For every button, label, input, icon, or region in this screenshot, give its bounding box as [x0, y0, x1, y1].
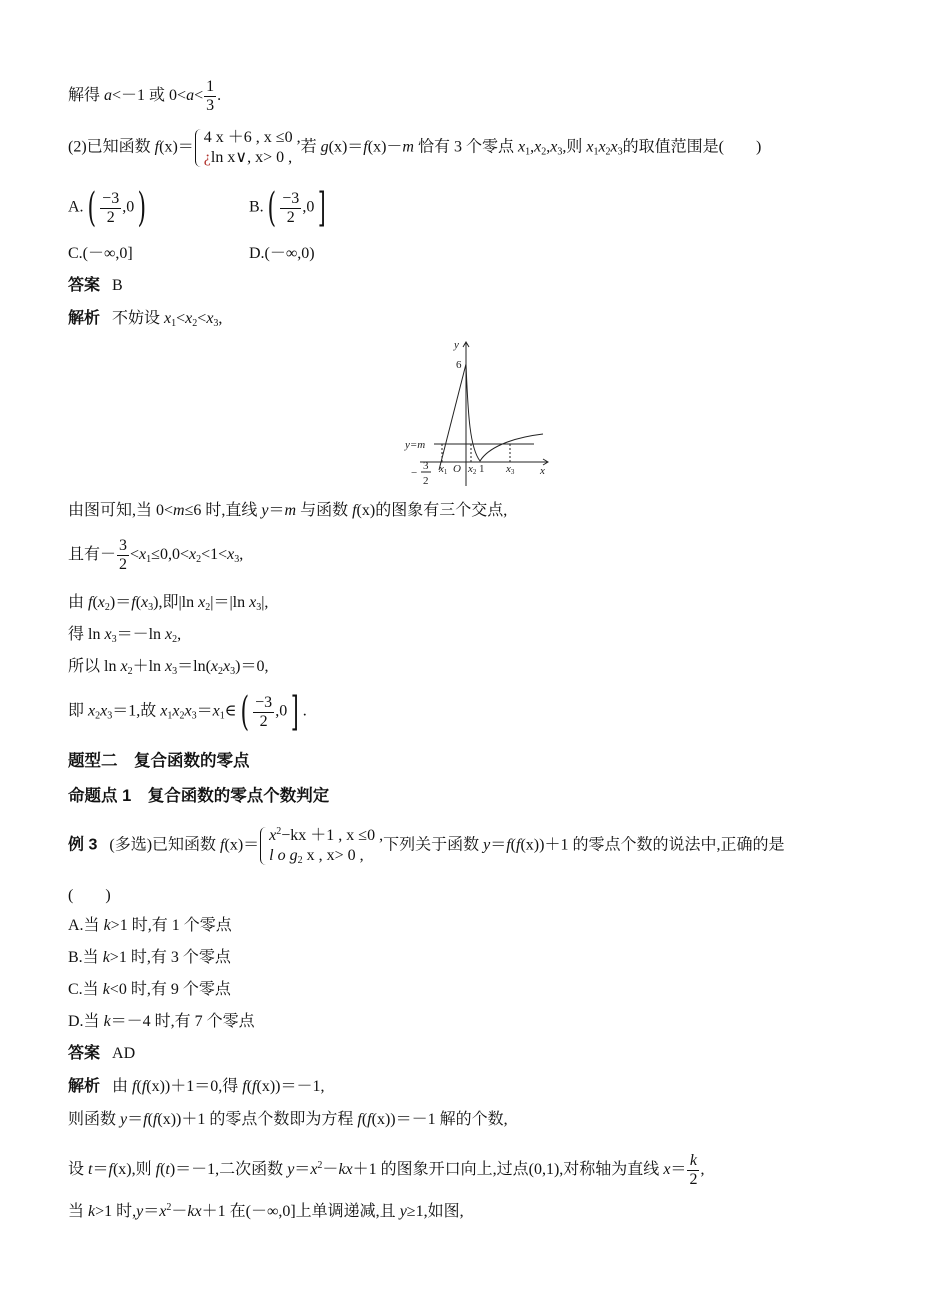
text: 与函数 [296, 502, 353, 519]
text: 则函数 [68, 1111, 121, 1128]
var-x: x [164, 310, 172, 327]
text: (x),则 [112, 1161, 156, 1179]
text: ( [135, 594, 142, 611]
sub: 1 [219, 710, 225, 722]
text: 由图可知,当 0< [68, 502, 174, 519]
text: , [177, 626, 182, 643]
text: , [700, 1161, 705, 1179]
text: ＝ [268, 502, 285, 519]
var-x: x [165, 658, 173, 675]
var-x: x [141, 594, 149, 611]
text: ＋1 的图象开口向上,过点(0,1),对称轴为直线 [352, 1161, 664, 1179]
text: < [130, 546, 140, 564]
var-x: x [100, 702, 108, 720]
sub: 2 [192, 318, 198, 329]
var-x: x [160, 702, 168, 720]
text: x , x> 0 , [302, 847, 364, 864]
var-a: a [186, 87, 195, 105]
text: (x)＝ [224, 836, 260, 854]
var-y: y [483, 836, 491, 854]
text: >1 时,有 1 个零点 [110, 917, 232, 934]
example-3 [68, 826, 784, 866]
var-a: a [104, 87, 113, 105]
left-paren: ( [87, 185, 96, 231]
left-paren: ( [240, 689, 249, 735]
numerator: k [687, 1152, 699, 1171]
denominator: 2 [106, 208, 115, 226]
text: (x))＝－1, [256, 1078, 325, 1095]
piece-row-1 [269, 826, 383, 846]
solution-line [68, 500, 507, 522]
label-x1: x1 [439, 463, 448, 476]
sub: 3 [107, 710, 113, 722]
text: ＝ [490, 836, 507, 854]
tick-one: 1 [479, 463, 485, 475]
answer-value: AD [112, 1045, 136, 1062]
option-c-ex3 [68, 979, 231, 1001]
var-x: x [139, 546, 147, 564]
text: 且有－ [68, 546, 117, 564]
var-k: k [88, 1203, 96, 1220]
y-label: y [454, 339, 459, 351]
var-x: x [198, 594, 206, 611]
label-x3: x3 [506, 463, 515, 476]
sub: 2 [218, 666, 224, 677]
var-x: x [185, 310, 193, 327]
var-x: x [310, 1161, 318, 1179]
text: )＝0, [235, 658, 269, 675]
text: <－1 或 0< [112, 87, 187, 105]
text: (x))＝－1 解的个数, [371, 1111, 508, 1128]
minus-sign: − [411, 467, 418, 479]
text: , [239, 546, 244, 564]
text: (x))＋1＝0,得 [146, 1078, 243, 1095]
explanation-line-ex3 [68, 1076, 325, 1098]
piecewise-function [259, 826, 383, 866]
text: ＝ [196, 702, 213, 720]
denominator: 2 [286, 208, 295, 226]
label-x2: x2 [468, 463, 477, 476]
var-f: f [132, 1078, 137, 1095]
var-f: f [108, 1161, 113, 1179]
text: 不妨设 [112, 310, 165, 327]
subsection-heading: 命题点 1 复合函数的零点个数判定 [68, 787, 330, 805]
text: <1< [201, 546, 228, 564]
sub: 3 [111, 634, 117, 645]
fraction [100, 190, 121, 227]
denominator: 2 [119, 556, 128, 573]
text: ( [147, 1111, 153, 1128]
text: ≥1,如图, [406, 1203, 464, 1220]
right-bracket: ] [291, 689, 299, 735]
sub: 1 [525, 146, 531, 158]
option-d: D.(－∞,0) [249, 245, 315, 262]
var-x: x [534, 138, 542, 156]
var-x: x [120, 658, 128, 675]
glyph: ¿ [203, 149, 211, 166]
var-f: f [155, 1161, 161, 1179]
var-f: f [141, 1078, 147, 1095]
text: (x))＋1 的零点个数即为方程 [157, 1111, 358, 1128]
numerator: 3 [119, 537, 128, 554]
frac-den: 2 [423, 475, 429, 487]
text: |＝|ln [210, 594, 250, 611]
sub: 1 [593, 146, 599, 158]
var-x: x [97, 594, 105, 611]
text: ＝ [670, 1161, 687, 1179]
answer-label: 答案 [68, 1045, 101, 1062]
var-k: k [103, 1013, 111, 1030]
var-k: k [103, 917, 111, 934]
denominator: 3 [206, 97, 215, 114]
solution-line [68, 1201, 464, 1223]
numerator: −3 [255, 693, 273, 711]
var-y: y [261, 502, 269, 519]
text: C.当 [68, 981, 103, 998]
text: (x)＝ [328, 138, 364, 156]
var-f: f [152, 1111, 158, 1128]
text: A.当 [68, 917, 104, 934]
var-k: k [102, 981, 110, 998]
text: ≤6 时,直线 [184, 502, 262, 519]
text: < [197, 310, 207, 327]
var-x: x [663, 1161, 671, 1179]
var-t: t [165, 1161, 170, 1179]
sub: 3 [148, 602, 154, 613]
answer-value: B [112, 277, 123, 294]
text: 由 [112, 1078, 133, 1095]
text: < [194, 87, 204, 105]
var-x: x [517, 138, 526, 156]
text: － [171, 1203, 188, 1220]
sub: 2 [172, 634, 178, 645]
explanation-label: 解析 [68, 1078, 101, 1095]
option-b [249, 185, 330, 231]
text: (x))＋1 的零点个数的说法中,正确的是 [520, 836, 785, 854]
var-x: x [212, 702, 220, 720]
var-x: x [210, 658, 219, 675]
example-3-paren: ( ) [68, 887, 111, 904]
piece-row-1: 4 x ＋6 , x ≤0 , [203, 129, 301, 146]
var-f: f [352, 502, 357, 519]
text: , [546, 138, 551, 156]
text: )＝－1,二次函数 [169, 1161, 288, 1179]
text: ,0 [275, 702, 288, 720]
var-x: x [165, 626, 173, 643]
var-y: y [399, 1203, 407, 1220]
answer-label: 答案 [68, 277, 101, 294]
text: D.当 [68, 1013, 104, 1030]
function-graph [400, 336, 560, 492]
text: ( [510, 836, 516, 854]
sub: 1 [171, 318, 177, 329]
sub: 2 [205, 602, 211, 613]
text: ( [92, 594, 98, 611]
text: ＝ [92, 1161, 109, 1179]
text: , [530, 138, 535, 156]
numerator: 1 [206, 78, 215, 95]
solution-line [68, 689, 307, 735]
solution-line [68, 1152, 704, 1189]
sub: 2 [605, 146, 611, 158]
sup: 2 [276, 826, 282, 837]
var-m: m [402, 138, 414, 156]
var-f: f [131, 594, 136, 611]
var-x: x [223, 658, 231, 675]
text: 所以 ln [68, 658, 121, 675]
text: ＝ [294, 1161, 311, 1179]
text: ＝ [127, 1111, 144, 1128]
text: 的取值范围是( ) [622, 138, 762, 156]
text: 即 [68, 702, 89, 720]
left-paren: ( [267, 185, 276, 231]
var-x: x [269, 827, 277, 844]
sub: 2 [127, 666, 133, 677]
text: 下列关于函数 [383, 836, 484, 854]
var-x: x [550, 138, 558, 156]
var-f: f [516, 836, 521, 854]
log-abs-piece [466, 364, 543, 461]
option-label: A. [68, 198, 84, 216]
text: ( [136, 1078, 142, 1095]
text: ≤0,0< [151, 546, 189, 564]
origin-label: O [453, 463, 461, 475]
text: (x)－ [367, 138, 403, 156]
text: ,0 [122, 198, 135, 216]
var-y: y [287, 1161, 295, 1179]
answer-line [68, 275, 123, 297]
text: ln x∨, x> 0 , [210, 149, 293, 166]
option-d-ex3 [68, 1011, 255, 1033]
var-x: x [227, 546, 235, 564]
text: ∈ [224, 702, 237, 720]
sub: 3 [230, 666, 236, 677]
solution-line-1 [68, 78, 221, 115]
text: ( [160, 1161, 166, 1179]
text: (多选)已知函数 [109, 836, 221, 854]
text: 解得 [68, 87, 105, 105]
var-f: f [506, 836, 511, 854]
var-x: x [159, 1203, 167, 1220]
frac-num: 3 [423, 460, 429, 472]
var-f: f [363, 138, 368, 156]
var-x: x [188, 546, 197, 564]
sub: 3 [172, 666, 178, 677]
text: 由 [68, 594, 89, 611]
solution-line [68, 1109, 508, 1131]
fraction [117, 537, 129, 574]
var-x: x [598, 138, 606, 156]
solution-line [68, 656, 268, 678]
denominator: 2 [689, 1171, 698, 1188]
log: l o g [269, 847, 298, 864]
text: 当 [68, 1203, 89, 1220]
var-m: m [284, 502, 297, 519]
var-x: x [88, 702, 96, 720]
var-f: f [220, 836, 225, 854]
var-x: x [104, 626, 112, 643]
var-kx: kx [187, 1203, 202, 1220]
var-f: f [252, 1078, 257, 1095]
var-f: f [154, 138, 160, 156]
explanation-label: 解析 [68, 310, 101, 327]
sup: 2 [317, 1160, 323, 1172]
sub: 2 [196, 554, 202, 566]
var-k: k [102, 949, 110, 966]
text: ),即|ln [153, 594, 199, 611]
text: −kx ＋1 , x ≤0 , [281, 827, 384, 844]
text: ,0 [302, 198, 315, 216]
var-x: x [206, 310, 214, 327]
sub: 2 [541, 146, 547, 158]
var-x: x [172, 702, 180, 720]
text: 设 [68, 1161, 89, 1179]
sub: 2 [297, 855, 303, 866]
sub: 1 [146, 554, 152, 566]
right-bracket: ] [318, 185, 327, 231]
solution-line [68, 537, 243, 574]
text: (x)＝ [159, 138, 194, 156]
solution-line [68, 592, 268, 614]
example-label: 例 3 [68, 836, 98, 854]
sup: 2 [166, 1202, 172, 1213]
tick-six: 6 [456, 359, 462, 371]
var-x: x [249, 594, 257, 611]
piece-row-2 [269, 846, 383, 866]
text: 恰有 3 个零点 [413, 138, 518, 156]
var-f: f [242, 1078, 247, 1095]
text: ＝1,故 [112, 702, 161, 720]
sub: 3 [191, 710, 197, 722]
text: 得 ln [68, 626, 105, 643]
piece-row-2 [204, 148, 301, 168]
sub: 2 [104, 602, 110, 613]
section-heading: 题型二 复合函数的零点 [68, 752, 250, 770]
var-t: t [88, 1161, 93, 1179]
text: ＝－4 时,有 7 个零点 [110, 1013, 255, 1030]
answer-line-ex3 [68, 1043, 135, 1065]
var-y: y [120, 1111, 128, 1128]
sub: 3 [213, 318, 219, 329]
var-x: x [184, 702, 192, 720]
fraction [280, 190, 301, 227]
text: ＋1 在(－∞,0]上单调递减,且 [201, 1203, 400, 1220]
option-c: C.(－∞,0] [68, 245, 133, 262]
var-f: f [143, 1111, 148, 1128]
fraction-one-third [204, 78, 216, 115]
sub: 1 [167, 710, 173, 722]
text: (x) [356, 502, 376, 519]
text: >1 时, [95, 1203, 137, 1220]
x-label: x [540, 465, 545, 477]
explanation-line [68, 308, 222, 330]
option-a [68, 185, 150, 231]
text: ( [361, 1111, 368, 1128]
text: (2)已知函数 [68, 138, 155, 156]
text: B.当 [68, 949, 103, 966]
text: |, [261, 594, 269, 611]
text: ( [246, 1078, 253, 1095]
var-f: f [357, 1111, 362, 1128]
text: <0 时,有 9 个零点 [109, 981, 231, 998]
piecewise-function [194, 128, 301, 168]
text: ＋ln [132, 658, 166, 675]
label-y-m: y=m [405, 439, 426, 451]
text: . [302, 702, 307, 720]
var-f: f [88, 594, 93, 611]
var-g: g [320, 138, 329, 156]
numerator: −3 [102, 189, 120, 207]
var-x: x [586, 138, 594, 156]
text: ,则 [562, 138, 587, 156]
var-y: y [136, 1203, 144, 1220]
text: ＝ln( [177, 658, 211, 675]
text: 的图象有三个交点, [375, 502, 508, 519]
sub: 3 [234, 554, 240, 566]
text: ＝－ln [116, 626, 166, 643]
var-m: m [173, 502, 185, 519]
fraction [687, 1152, 699, 1189]
sub: 2 [179, 710, 185, 722]
var-kx: kx [338, 1161, 353, 1179]
option-b-ex3 [68, 947, 231, 969]
question-2 [68, 128, 761, 168]
text: , [218, 310, 223, 327]
var-f: f [367, 1111, 372, 1128]
text: >1 时,有 3 个零点 [109, 949, 231, 966]
text: . [217, 87, 222, 105]
text: ＝ [143, 1203, 160, 1220]
option-a-ex3 [68, 915, 232, 937]
option-label: B. [249, 198, 264, 216]
text: )＝ [109, 594, 132, 611]
var-x: x [610, 138, 618, 156]
sub: 3 [256, 602, 262, 613]
text: < [176, 310, 186, 327]
linear-piece [439, 364, 466, 470]
right-paren: ) [137, 185, 147, 231]
sub: 2 [95, 710, 101, 722]
numerator: −3 [282, 189, 300, 207]
text: － [322, 1161, 339, 1179]
solution-line [68, 624, 181, 646]
fraction [253, 694, 274, 731]
denominator: 2 [259, 712, 268, 730]
sub: 3 [617, 146, 623, 158]
sub: 3 [557, 146, 563, 158]
text: 若 [300, 138, 321, 156]
